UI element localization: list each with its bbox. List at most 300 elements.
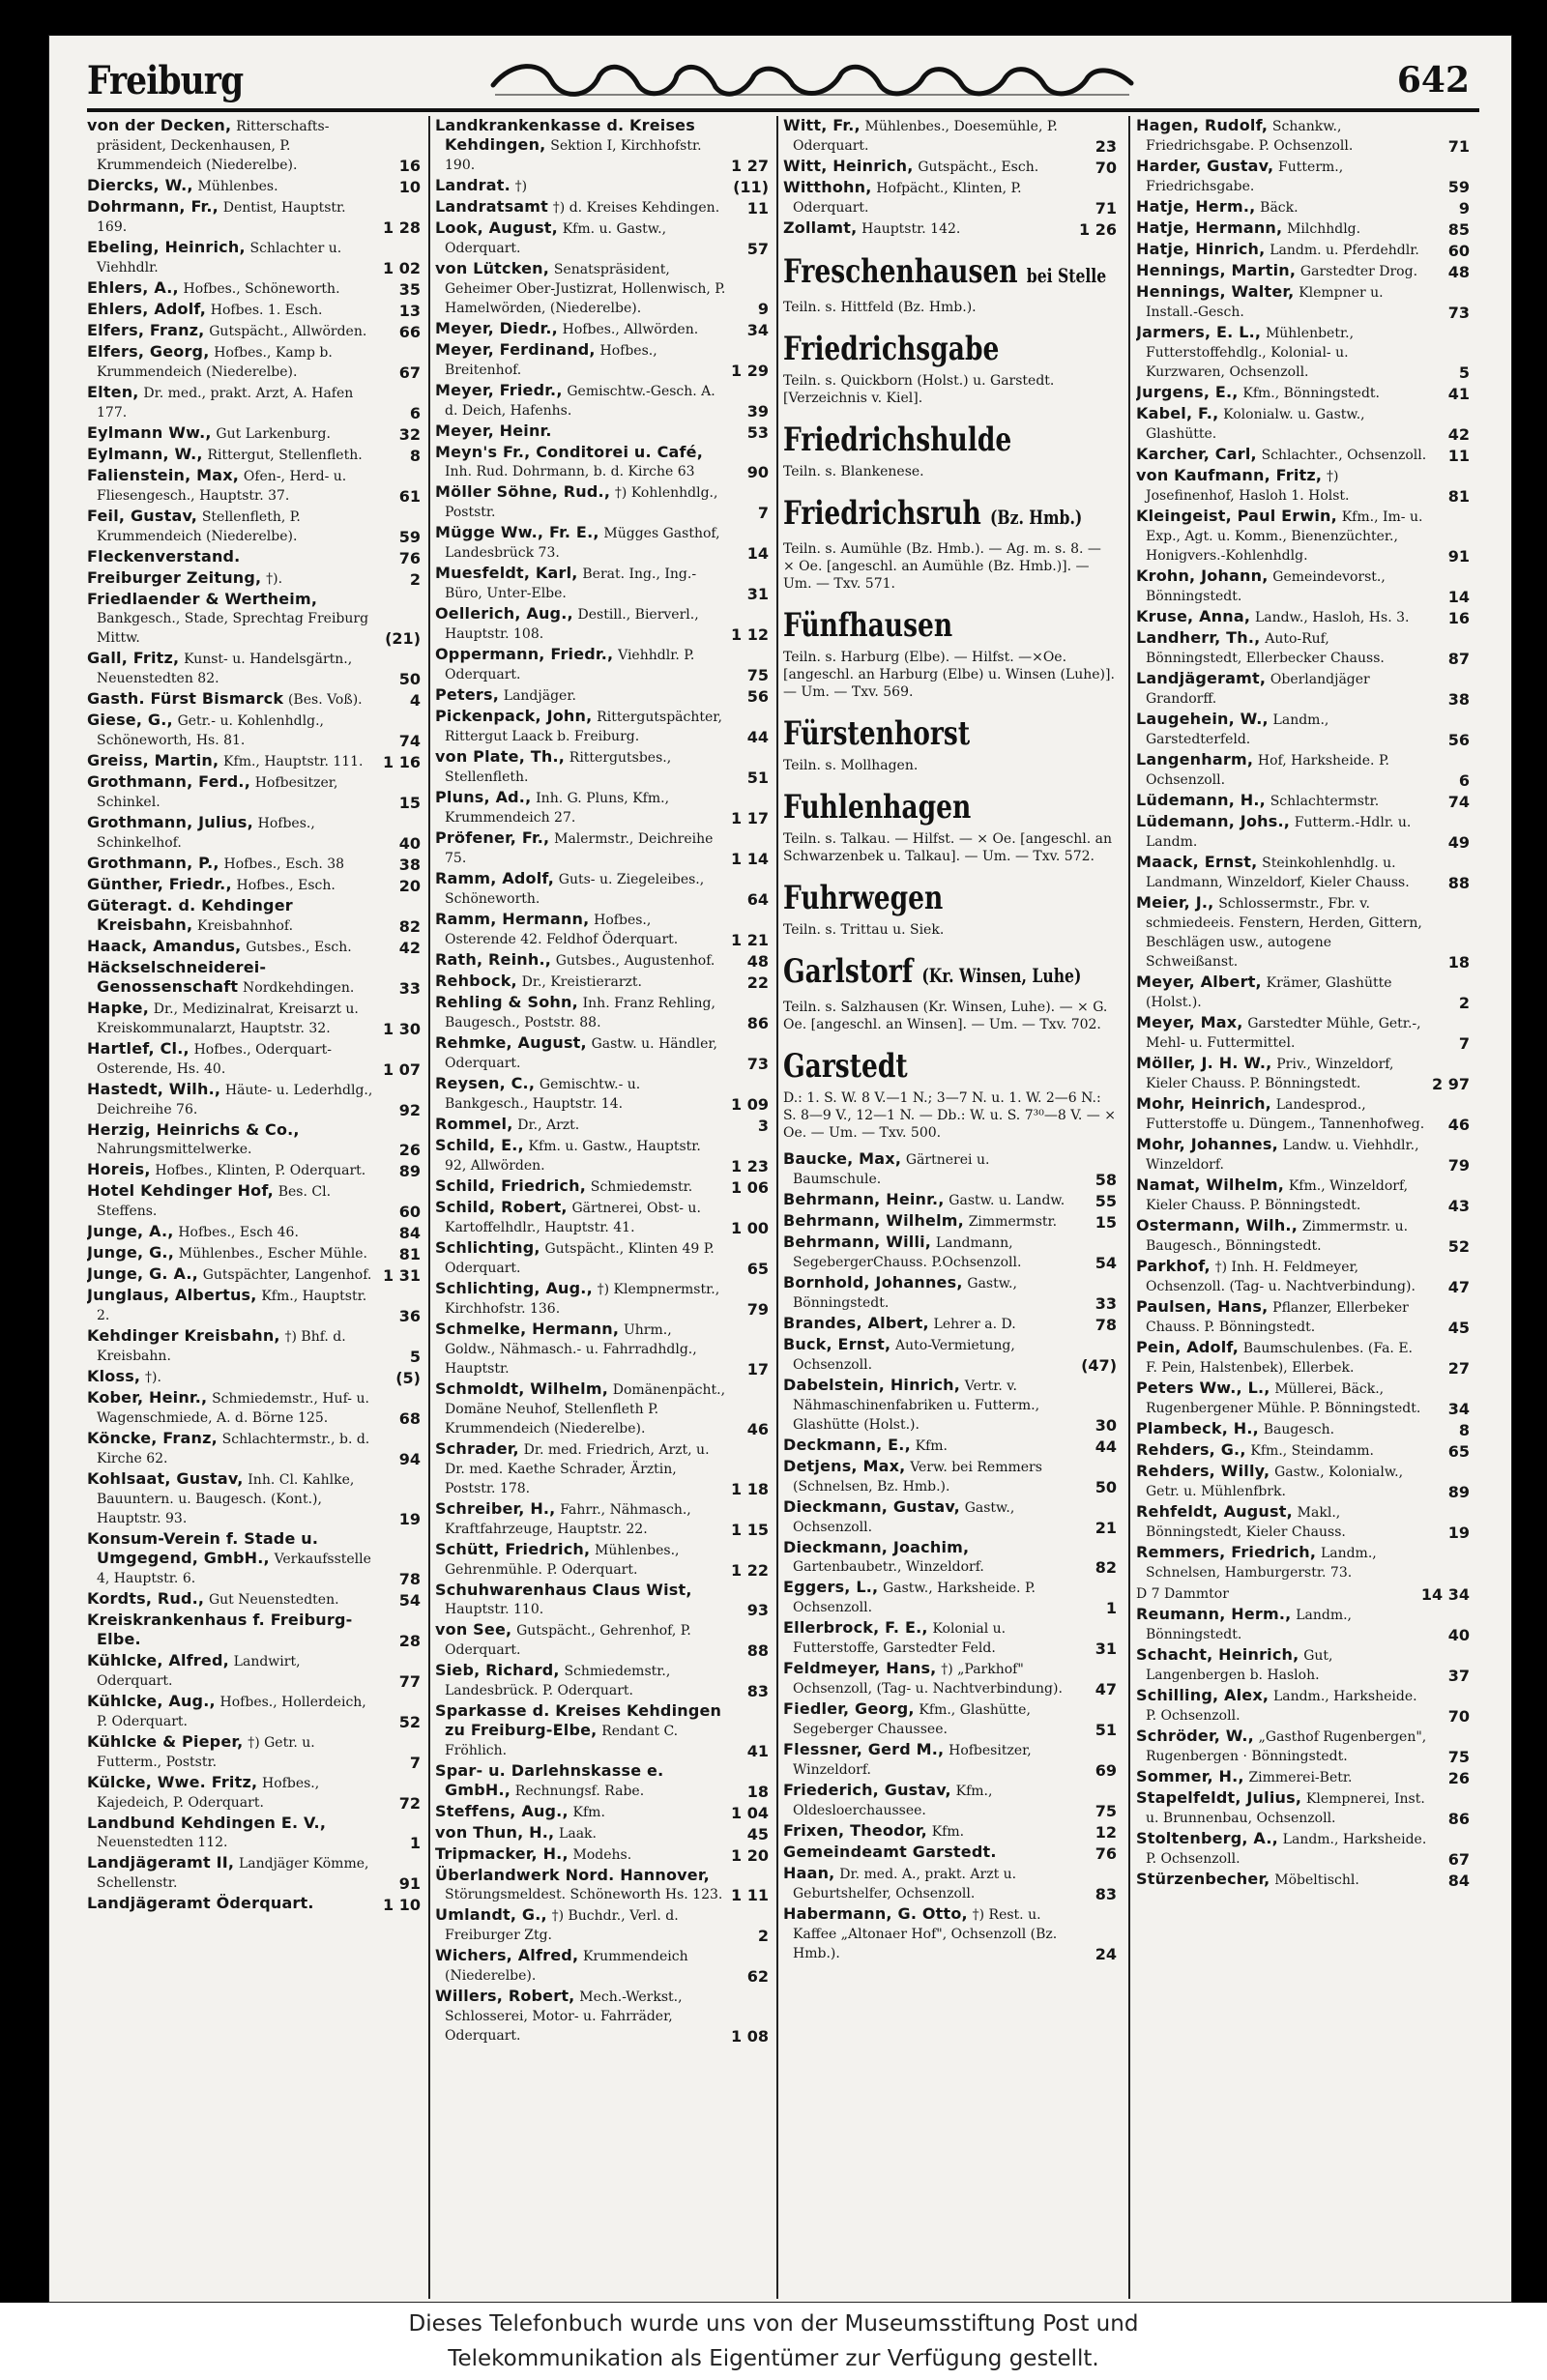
entry-phone-number: 1 29: [731, 362, 769, 380]
entry-detail: †) Inh. H. Feldmeyer, Ochsenzoll. (Tag- u. Nachtverbindung).: [1146, 1260, 1416, 1294]
entry-detail: Schmiedemstr., Landesbrück. P. Oderquart.: [445, 1664, 671, 1698]
place-heading-name: Friedrichsgabe: [783, 330, 1000, 368]
entry-detail: Gemischtw.-Gesch. A. d. Deich, Hafenhs.: [445, 384, 715, 419]
entry-name: Muesfeldt, Karl,: [435, 564, 578, 582]
entry-phone-number: 7: [757, 504, 769, 522]
entry-name: Schuhwarenhaus Claus Wist,: [435, 1581, 692, 1599]
directory-entry: [783, 157, 1117, 177]
directory-entry: [435, 381, 769, 421]
entry-name: Baucke, Max,: [783, 1149, 902, 1168]
directory-entry: [1136, 116, 1470, 156]
entry-name: von der Decken,: [87, 116, 232, 134]
directory-entry: [435, 1198, 769, 1237]
place-heading-name: Freschenhausen: [783, 252, 1018, 291]
entry-name: Eylmann Ww.,: [87, 423, 212, 442]
entry-name: Dieckmann, Gustav,: [783, 1497, 960, 1516]
entry-detail: Hofbesitzer, Winzeldorf.: [793, 1743, 1032, 1778]
directory-entry: [1136, 1013, 1470, 1053]
entry-phone-number: 73: [1447, 304, 1470, 322]
entry-detail: †) Getr. u. Futterm., Poststr.: [97, 1735, 315, 1770]
entry-phone-number: 1 28: [383, 218, 421, 237]
entry-phone-number: 86: [746, 1014, 769, 1032]
entry-name: Zollamt,: [783, 218, 858, 237]
entry-name: Steffens, Aug.,: [435, 1802, 569, 1820]
directory-entry: [1136, 1419, 1470, 1439]
entry-phone-number: 82: [1095, 1558, 1117, 1577]
entry-phone-number: 38: [1447, 690, 1470, 709]
entry-name: Peters,: [435, 685, 499, 704]
entry-detail: Gutspächt., Allwörden.: [209, 324, 367, 339]
entry-name: Herzig, Heinrichs & Co.,: [87, 1120, 300, 1139]
place-heading-name: Fürstenhorst: [783, 714, 971, 753]
entry-detail: Gärtnerei u. Baumschule.: [793, 1152, 990, 1187]
entry-phone-number: 26: [1447, 1769, 1470, 1787]
entry-detail: †) Kohlenhdlg., Poststr.: [445, 485, 718, 520]
entry-detail: Bäck.: [1260, 200, 1299, 216]
entry-detail: Inh. Cl. Kahlke, Bauuntern. u. Baugesch. (Kont.), Hauptstr. 93.: [97, 1472, 355, 1526]
directory-entry: [87, 321, 421, 341]
directory-entry: [435, 910, 769, 949]
directory-entry: [435, 319, 769, 339]
entry-phone-number: 67: [398, 363, 421, 382]
directory-entry: [1136, 1379, 1470, 1418]
entry-detail: Landmann, SegebergerChauss. P.Ochsenzoll.: [793, 1235, 1022, 1270]
directory-entry: [1136, 853, 1470, 892]
entry-detail: Gutspächt., Esch.: [918, 160, 1039, 175]
entry-detail: Lehrer a. D.: [933, 1317, 1016, 1332]
directory-entry: [435, 604, 769, 644]
directory-entry: [783, 1864, 1117, 1903]
entry-detail: Landjäger Kömme, Schellenstr.: [97, 1856, 369, 1891]
directory-entry: [1136, 1440, 1470, 1461]
entry-detail: Ofen-, Herd- u. Fliesengesch., Hauptstr. 37.: [97, 469, 347, 504]
entry-phone-number: 1 11: [731, 1886, 769, 1904]
entry-name: Gasth. Fürst Bismarck: [87, 689, 284, 708]
entry-phone-number: 1 04: [731, 1804, 769, 1822]
directory-entry: [1136, 1216, 1470, 1256]
entry-name: Kober, Heinr.,: [87, 1388, 208, 1407]
entry-detail: Mühlenbes., Doesemühle, P. Oderquart.: [793, 119, 1058, 154]
entry-phone-number: 75: [1095, 1802, 1117, 1820]
entry-name: Karcher, Carl,: [1136, 445, 1257, 463]
entry-phone-number: 1 21: [731, 931, 769, 949]
place-heading: [783, 606, 1043, 645]
place-heading-name: Garlstorf: [783, 952, 914, 991]
entry-detail: Kolonialw. u. Gastw., Glashütte.: [1146, 407, 1365, 442]
place-heading-name: Fuhlenhagen: [783, 788, 972, 827]
entry-name: Eggers, L.,: [783, 1578, 879, 1596]
entry-detail: Landm., Garstedterfeld.: [1146, 712, 1329, 747]
place-heading: [783, 421, 1043, 459]
entry-name: Rehling & Sohn,: [435, 993, 578, 1011]
directory-entry: [783, 1149, 1117, 1189]
directory-entry: [435, 1238, 769, 1278]
entry-name: Ebeling, Heinrich,: [87, 238, 246, 256]
place-heading: [783, 714, 1043, 753]
entry-name: Deckmann, E.,: [783, 1436, 911, 1454]
entry-name: Meyer, Ferdinand,: [435, 340, 596, 359]
directory-entry: [435, 1844, 769, 1865]
entry-phone-number: 1 12: [731, 625, 769, 644]
entry-phone-number: 88: [1447, 874, 1470, 892]
directory-entry: [1136, 1543, 1470, 1582]
entry-name: Meyer, Heinr.: [435, 421, 552, 440]
entry-detail: Kfm., Im- u. Exp., Agt. u. Komm., Bienenzüchter., Honigvers.-Kohlenhdlg.: [1146, 509, 1423, 564]
directory-entry: [87, 1589, 421, 1610]
entry-phone-number: 44: [746, 728, 769, 746]
directory-entry: [435, 482, 769, 522]
entry-phone-number: 86: [1447, 1810, 1470, 1828]
directory-entry: [87, 751, 421, 771]
entry-name: Jarmers, E. L.,: [1136, 323, 1262, 341]
entry-name: Stapelfeldt, Julius,: [1136, 1788, 1302, 1807]
directory-entry: [435, 707, 769, 746]
entry-detail: Hofbes., Breitenhof.: [445, 343, 657, 378]
directory-entry: [1136, 607, 1470, 627]
place-heading: [783, 788, 1043, 827]
entry-name: Tripmacker, H.,: [435, 1844, 569, 1863]
entry-detail: Guts- u. Ziegeleibes., Schöneworth.: [445, 872, 705, 907]
entry-phone-number: 70: [1095, 159, 1117, 177]
entry-detail: Baumschulenbes. (Fa. E. F. Pein, Halstenbek), Ellerbek.: [1146, 1341, 1414, 1376]
entry-phone-number: 40: [398, 834, 421, 853]
directory-entry: [435, 197, 769, 218]
entry-phone-number: 39: [746, 402, 769, 421]
entry-phone-number: 83: [1095, 1885, 1117, 1903]
entry-name: Friederich, Gustav,: [783, 1781, 951, 1799]
entry-phone-number: 64: [746, 890, 769, 909]
entry-detail: †) d. Kreises Kehdingen.: [552, 200, 720, 216]
entry-phone-number: 45: [1447, 1319, 1470, 1337]
entry-name: Hennings, Walter,: [1136, 282, 1295, 301]
attribution-line-2: Telekommunikation als Eigentümer zur Verfügung gestellt.: [448, 2346, 1099, 2371]
entry-name: Schild, Friedrich,: [435, 1176, 586, 1195]
place-info: D.: 1. S. W. 8 V.—1 N.; 3—7 N. u. 1. W. 2—6 N.: S. 8—9 V., 12—1 N. — Db.: W. u. S. 7³⁰—8 V. — × Oe. — Um. — Txv. 500.: [783, 1090, 1116, 1141]
entry-phone-number: 75: [746, 666, 769, 684]
entry-phone-number: 90: [746, 463, 769, 481]
entry-phone-number: 84: [1447, 1872, 1470, 1890]
entry-name: Remmers, Friedrich,: [1136, 1543, 1317, 1561]
entry-phone-number: 41: [746, 1742, 769, 1760]
entry-detail: Dr. med. Friedrich, Arzt, u. Dr. med. Kaethe Schrader, Ärztin, Poststr. 178.: [445, 1442, 710, 1496]
directory-entry: [783, 1233, 1117, 1272]
entry-name: Hatje, Hinrich,: [1136, 240, 1266, 258]
directory-entry: [1136, 710, 1470, 749]
entry-phone-number: 94: [398, 1450, 421, 1468]
directory-entry: [87, 689, 421, 710]
entry-name: Greiss, Martin,: [87, 751, 219, 769]
entry-detail: Schlachtermstr.: [1270, 794, 1380, 809]
entry-name: Diercks, W.,: [87, 176, 193, 194]
entry-detail: Fahrr., Nähmasch., Kraftfahrzeuge, Hauptstr. 22.: [445, 1502, 691, 1537]
entry-detail: Bankgesch., Stade, Sprechtag Freiburg Mittw.: [97, 611, 369, 646]
entry-name: Köncke, Franz,: [87, 1429, 218, 1447]
entry-name: Rath, Reinh.,: [435, 950, 551, 969]
directory-entry: [435, 443, 769, 481]
entry-detail: Mühlenbetr., Futterstoffehdlg., Kolonial- u. Kurzwaren, Ochsenzoll.: [1146, 326, 1355, 380]
entry-detail: Modehs.: [572, 1847, 632, 1863]
place-info: Teiln. s. Blankenese.: [783, 464, 924, 479]
entry-phone-number: 6: [1458, 771, 1470, 790]
entry-name: Flessner, Gerd M.,: [783, 1740, 945, 1758]
entry-detail: Kfm.: [931, 1824, 965, 1840]
entry-phone-number: 12: [1095, 1823, 1117, 1842]
entry-name: Meyn's Fr., Conditorei u. Café,: [435, 443, 703, 461]
place-heading-name: Fuhrwegen: [783, 879, 944, 917]
entry-name: Güteragt. d. Kehdinger Kreisbahn,: [87, 896, 293, 934]
column-divider: [1128, 116, 1130, 2299]
entry-detail: Kfm. u. Gastw., Oderquart.: [445, 221, 667, 256]
entry-phone-number: 89: [1447, 1483, 1470, 1501]
entry-name: Sommer, H.,: [1136, 1767, 1244, 1785]
page-number: 642: [1396, 60, 1470, 101]
entry-name: Langenharm,: [1136, 750, 1254, 769]
entry-detail: Kfm., Bönningstedt.: [1242, 386, 1380, 401]
entry-detail: Kfm., Glashütte, Segeberger Chaussee.: [793, 1702, 1031, 1737]
directory-entry: [87, 1429, 421, 1468]
entry-name: Dieckmann, Joachim,: [783, 1538, 970, 1556]
entry-name: Bornhold, Johannes,: [783, 1273, 963, 1292]
entry-detail: †) Klempnermstr., Kirchhofstr. 136.: [445, 1282, 720, 1317]
entry-name: Falienstein, Max,: [87, 466, 240, 484]
directory-entry: [87, 1120, 421, 1159]
column-1: [87, 116, 421, 2299]
entry-phone-number: 11: [746, 199, 769, 218]
entry-detail: D 7 Dammtor: [1136, 1586, 1229, 1602]
entry-phone-number: 1 17: [731, 809, 769, 827]
directory-entry: [87, 1243, 421, 1263]
directory-entry: [87, 1529, 421, 1588]
entry-detail: Landm., Harksheide. P. Ochsenzoll.: [1146, 1689, 1417, 1724]
directory-page: [48, 35, 1512, 2303]
entry-detail: Vertr. v. Nähmaschinenfabriken u. Futterm., Glashütte (Holst.).: [793, 1379, 1040, 1433]
entry-phone-number: 26: [398, 1141, 421, 1159]
directory-entry: [435, 1279, 769, 1319]
column-divider: [776, 116, 778, 2299]
entry-phone-number: 60: [1447, 242, 1470, 260]
directory-entry: [783, 1190, 1117, 1210]
entry-name: Elfers, Georg,: [87, 342, 210, 361]
entry-detail: Inh. Franz Rehling, Baugesch., Poststr. 88.: [445, 996, 715, 1030]
directory-entry: [1136, 404, 1470, 444]
entry-detail: Landw., Hasloh, Hs. 3.: [1254, 610, 1410, 625]
entry-name: Junge, A.,: [87, 1222, 174, 1240]
entry-name: Friedlaender & Wertheim,: [87, 590, 318, 608]
entry-phone-number: 36: [398, 1307, 421, 1325]
entry-detail: Schmiedemstr., Huf- u. Wagenschmiede, A. d. Börne 125.: [97, 1391, 369, 1426]
entry-phone-number: 37: [1447, 1667, 1470, 1685]
directory-entry: [87, 711, 421, 750]
entry-name: Rehders, Willy,: [1136, 1462, 1270, 1480]
entry-name: Landherr, Th.,: [1136, 628, 1261, 647]
entry-phone-number: 30: [1095, 1416, 1117, 1435]
entry-phone-number: 2: [1458, 994, 1470, 1012]
directory-entry: [87, 1469, 421, 1528]
entry-name: Hotel Kehdinger Hof,: [87, 1181, 274, 1200]
entry-phone-number: 71: [1447, 137, 1470, 156]
directory-entry: [1136, 1605, 1470, 1644]
place-info: Teiln. s. Quickborn (Holst.) u. Garstedt. [Verzeichnis v. Kiel].: [783, 373, 1055, 406]
entry-detail: Hofbes., Schöneworth.: [183, 281, 340, 297]
entry-name: Häckselschneiderei-Genossenschaft: [87, 958, 267, 996]
entry-name: Elfers, Franz,: [87, 321, 205, 339]
entry-phone-number: 5: [1458, 363, 1470, 382]
entry-name: Hatje, Herm.,: [1136, 197, 1256, 216]
entry-phone-number: 1 07: [383, 1060, 421, 1079]
entry-phone-number: 52: [1447, 1237, 1470, 1256]
directory-entry: [435, 1661, 769, 1700]
entry-phone-number: 71: [1095, 199, 1117, 218]
directory-entry: [435, 645, 769, 684]
entry-detail: Gutspächt., Klinten 49 P. Oderquart.: [445, 1241, 715, 1276]
entry-detail: Kfm., Hauptstr. 2.: [97, 1289, 367, 1323]
directory-entry: [1136, 466, 1470, 506]
entry-detail: Hofbes., Allwörden.: [562, 322, 699, 337]
place-info: Teiln. s. Aumühle (Bz. Hmb.). — Ag. m. s. 8. — × Oe. [angeschl. an Aumühle (Bz. Hmb.)]. — Um. — Txv. 571.: [783, 541, 1101, 592]
column-3: [783, 116, 1117, 2299]
directory-entry: [435, 685, 769, 706]
directory-entry: [1136, 1788, 1470, 1828]
entry-detail: Auto-Ruf, Bönningstedt, Ellerbecker Chauss.: [1146, 631, 1385, 666]
entry-phone-number: 46: [746, 1420, 769, 1438]
entry-detail: Berat. Ing., Ing.-Büro, Unter-Elbe.: [445, 566, 697, 601]
directory-entry: [87, 342, 421, 382]
entry-phone-number: 10: [398, 178, 421, 196]
directory-entry: [783, 1335, 1117, 1375]
entry-phone-number: 14: [746, 544, 769, 563]
directory-entry: [1136, 445, 1470, 465]
directory-entry: [1136, 383, 1470, 403]
entry-name: Kabel, F.,: [1136, 404, 1219, 422]
entry-phone-number: 15: [398, 794, 421, 812]
place-heading-tag: (Bz. Hmb.): [990, 506, 1083, 529]
entry-detail: Sektion I, Kirchhofstr. 190.: [445, 138, 702, 173]
entry-detail: Klempnerei, Inst. u. Brunnenbau, Ochsenzoll.: [1146, 1791, 1425, 1826]
entry-phone-number: 60: [398, 1203, 421, 1221]
directory-entry: [87, 1651, 421, 1691]
entry-detail: Dr. med., prakt. Arzt, A. Hafen 177.: [97, 386, 354, 421]
entry-detail: Hofpächt., Klinten, P. Oderquart.: [793, 181, 1022, 216]
entry-name: Stoltenberg, A.,: [1136, 1829, 1278, 1847]
entry-name: Rehders, G.,: [1136, 1440, 1246, 1459]
entry-name: Haack, Amandus,: [87, 937, 242, 955]
entry-phone-number: 8: [409, 447, 421, 465]
entry-detail: Landm. u. Pferdehdlr.: [1270, 243, 1419, 258]
entry-detail: Kfm., Winzeldorf, Kieler Chauss. P. Bönningstedt.: [1146, 1178, 1409, 1213]
entry-phone-number: 14: [1447, 588, 1470, 606]
directory-entry: [87, 1367, 421, 1387]
entry-phone-number: 20: [398, 877, 421, 895]
directory-entry: [435, 747, 769, 787]
column-divider: [428, 116, 430, 2299]
entry-detail: Krummendeich (Niederelbe).: [445, 1949, 688, 1984]
entry-detail: Hofbes., Esch 46.: [178, 1225, 299, 1240]
entry-phone-number: 1: [409, 1834, 421, 1852]
directory-entry: [1136, 1257, 1470, 1296]
entry-name: Willers, Robert,: [435, 1987, 575, 2005]
entry-phone-number: 1 23: [731, 1157, 769, 1175]
entry-detail: Malermstr., Deichreihe 75.: [445, 831, 714, 866]
directory-entry: [87, 937, 421, 957]
entry-phone-number: 52: [398, 1713, 421, 1731]
entry-detail: Rittergut, Stellenfleth.: [207, 448, 363, 463]
directory-entry: [1136, 1727, 1470, 1766]
directory-entry: [1136, 1767, 1470, 1787]
place-heading-name: Fünfhausen: [783, 606, 953, 645]
directory-entry: [87, 1264, 421, 1285]
directory-entry: [783, 178, 1117, 218]
entry-phone-number: 54: [1095, 1254, 1117, 1272]
entry-phone-number: 78: [398, 1570, 421, 1588]
entry-name: Lüdemann, Johs.,: [1136, 812, 1291, 830]
directory-entry: [87, 1326, 421, 1366]
entry-name: Landjägeramt,: [1136, 669, 1267, 687]
entry-phone-number: 83: [746, 1682, 769, 1700]
entry-detail: Schmiedemstr.: [590, 1179, 693, 1195]
entry-detail: Hofbes., Esch.: [236, 878, 336, 893]
entry-phone-number: 61: [398, 487, 421, 506]
entry-phone-number: 27: [1447, 1359, 1470, 1378]
entry-detail: Neuenstedten 112.: [97, 1835, 228, 1850]
entry-phone-number: 19: [398, 1510, 421, 1528]
entry-name: Krohn, Johann,: [1136, 566, 1269, 585]
directory-entry: [435, 1540, 769, 1580]
directory-entry: [783, 1376, 1117, 1435]
directory-entry: [783, 1659, 1117, 1698]
directory-entry: [87, 1894, 421, 1914]
entry-phone-number: 23: [1095, 137, 1117, 156]
entry-detail: Kunst- u. Handelsgärtn., Neuenstedten 82.: [97, 652, 353, 686]
directory-entry: [1136, 812, 1470, 852]
entry-detail: Gastw., Harksheide. P. Ochsenzoll.: [793, 1581, 1036, 1615]
entry-name: von See,: [435, 1620, 512, 1639]
entry-phone-number: 9: [1458, 199, 1470, 218]
directory-entry: [435, 972, 769, 992]
entry-name: Junge, G. A.,: [87, 1264, 198, 1283]
directory-entry: [435, 993, 769, 1032]
entry-phone-number: 31: [746, 585, 769, 603]
directory-entry: [87, 1814, 421, 1852]
entry-phone-number: 40: [1447, 1626, 1470, 1644]
entry-name: Überlandwerk Nord. Hannover,: [435, 1866, 710, 1884]
entry-name: Fiedler, Georg,: [783, 1699, 915, 1718]
entry-name: Paulsen, Hans,: [1136, 1297, 1269, 1316]
directory-entry: [87, 1160, 421, 1180]
entry-detail: Getr.- u. Kohlenhdlg., Schöneworth, Hs. 81.: [97, 713, 324, 748]
entry-name: Reysen, C.,: [435, 1074, 536, 1092]
entry-name: Ehlers, Adolf,: [87, 300, 206, 318]
entry-name: Mügge Ww., Fr. E.,: [435, 523, 599, 541]
entry-phone-number: 5: [409, 1348, 421, 1366]
entry-name: Laugehein, W.,: [1136, 710, 1269, 728]
entry-name: Möller, J. H. W.,: [1136, 1054, 1272, 1072]
directory-entry: [87, 813, 421, 853]
entry-name: Witthohn,: [783, 178, 872, 196]
entry-phone-number: 14 34: [1420, 1585, 1470, 1604]
entry-name: Hastedt, Wilh.,: [87, 1080, 221, 1098]
entry-phone-number: 7: [1458, 1034, 1470, 1053]
entry-phone-number: 50: [398, 670, 421, 688]
directory-entry: [87, 958, 421, 998]
place-heading: [783, 1047, 1043, 1086]
directory-entry: [435, 1866, 769, 1904]
entry-name: Pröfener, Fr.,: [435, 828, 550, 847]
entry-name: Behrmann, Heinr.,: [783, 1190, 945, 1208]
entry-detail: Dr., Medizinalrat, Kreisarzt u. Kreiskommunalarzt, Hauptstr. 32.: [97, 1001, 359, 1036]
directory-entry: [1136, 157, 1470, 196]
entry-detail: Hofbes., Hollerdeich, P. Oderquart.: [97, 1695, 366, 1729]
entry-phone-number: 32: [398, 425, 421, 444]
